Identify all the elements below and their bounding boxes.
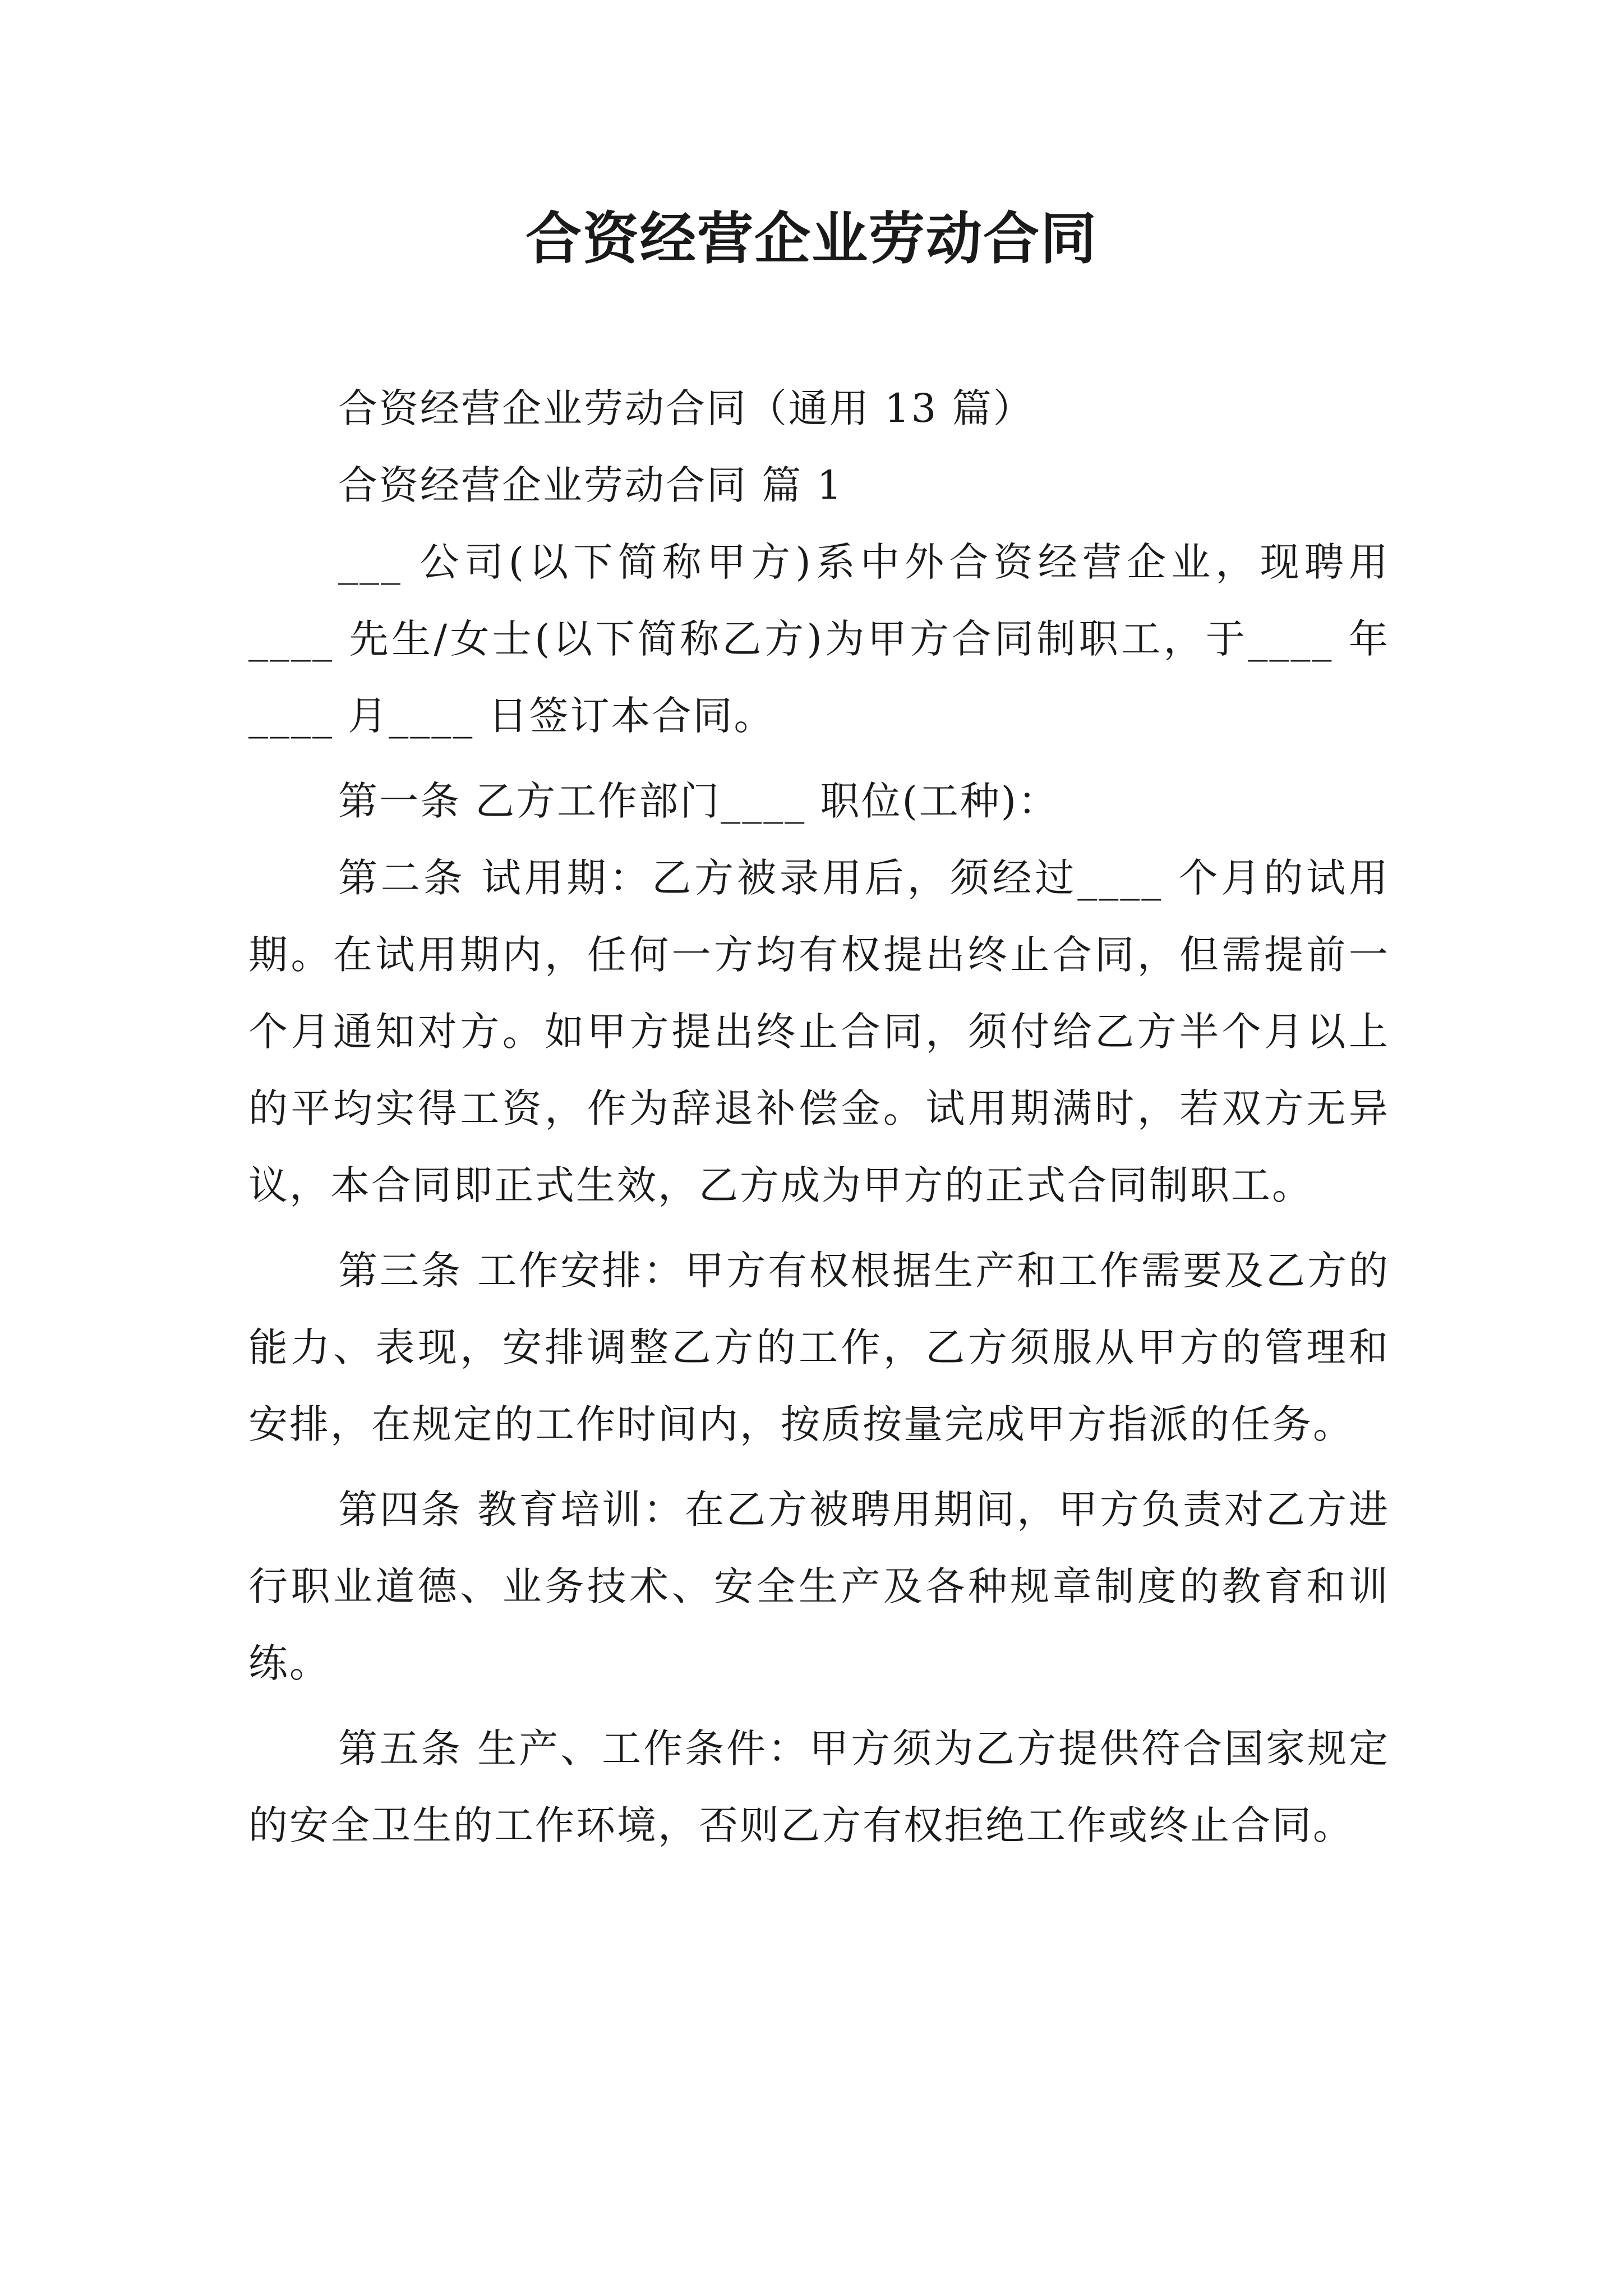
document-title: 合资经营企业劳动合同: [525, 205, 1098, 272]
document-body: [248, 370, 1390, 1864]
paragraph-article-1: 第一条 乙方工作部门____ 职位(工种)：: [338, 778, 1059, 824]
paragraph-article-3: 第三条 工作安排：甲方有权根据生产和工作需要及乙方的能力、表现，安排调整乙方的工作，乙方须服从甲方的管理和安排，在规定的工作时间内，按质按量完成甲方指派的任务。: [248, 1248, 1390, 1447]
paragraph-article-2: 第二条 试用期：乙方被录用后，须经过____ 个月的试用期。在试用期内，任何一方均有权提出终止合同，但需提前一个月通知对方。如甲方提出终止合同，须付给乙方半个月以上的平均实得工资，作为辞退补偿金。试用期满时，若双方无异议，本合同即正式生效，乙方成为甲方的正式合同制职工。: [248, 855, 1390, 1208]
paragraph-article-4: 第四条 教育培训：在乙方被聘用期间，甲方负责对乙方进行职业道德、业务技术、安全生产及各种规章制度的教育和训练。: [248, 1487, 1390, 1686]
paragraph-preamble: ___ 公司(以下简称甲方)系中外合资经营企业，现聘用 ____ 先生/女士(以下简称乙方)为甲方合同制职工，于____ 年____ 月____ 日签订本合同。: [248, 539, 1390, 739]
paragraph-article-5: 第五条 生产、工作条件：甲方须为乙方提供符合国家规定的安全卫生的工作环境，否则乙方有权拒绝工作或终止合同。: [248, 1726, 1390, 1848]
section-heading: 合资经营企业劳动合同 篇 1: [338, 462, 844, 508]
subtitle-collection: 合资经营企业劳动合同（通用 13 篇）: [338, 385, 1034, 431]
